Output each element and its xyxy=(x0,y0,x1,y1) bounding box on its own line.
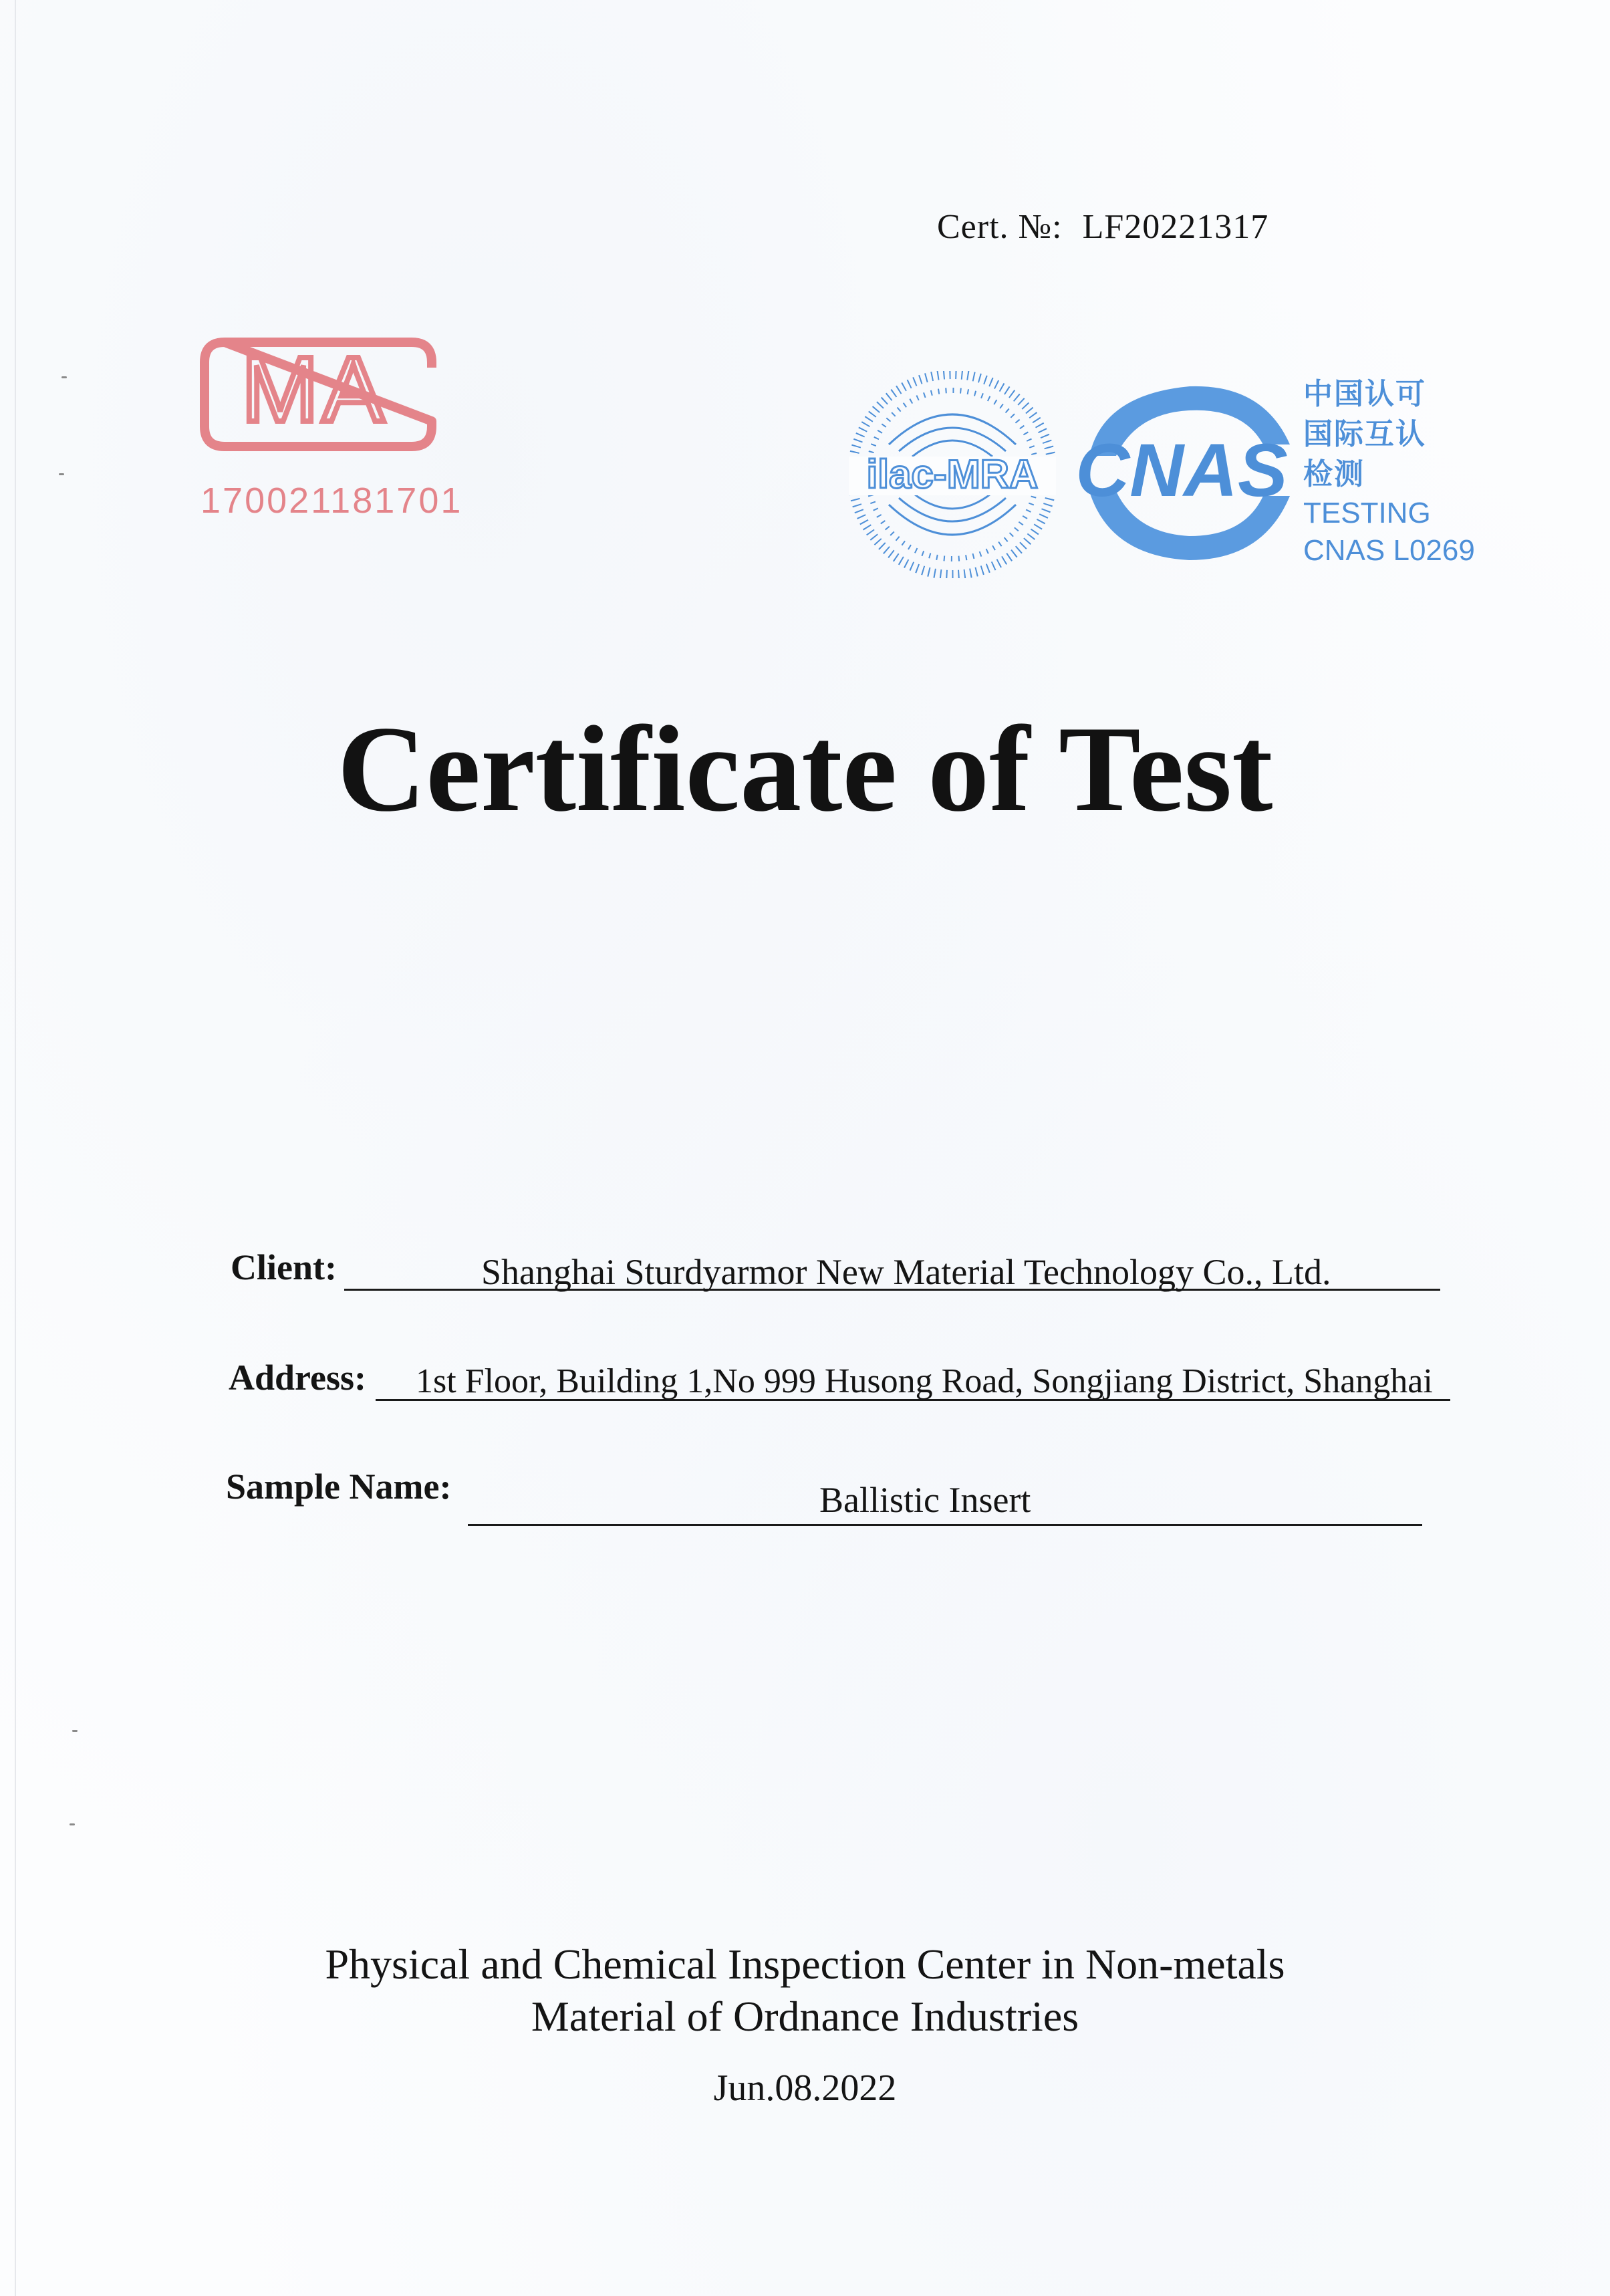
cnas-cn-line1: 中国认可 xyxy=(1303,377,1426,411)
issue-date: Jun.08.2022 xyxy=(713,2067,897,2109)
cma-logo xyxy=(198,328,438,461)
address-value: 1st Floor, Building 1,No 999 Husong Road, Songjiang District, Shanghai xyxy=(416,1362,1433,1400)
scan-speck xyxy=(61,376,67,378)
client-label: Client: xyxy=(231,1247,337,1287)
cnas-cn-line2: 国际互认 xyxy=(1303,417,1426,451)
cnas-en-line1: TESTING xyxy=(1303,497,1431,529)
ilac-mra-text: ilac-MRA xyxy=(866,452,1039,497)
cma-certificate-number: 170021181701 xyxy=(200,481,463,521)
address-label: Address: xyxy=(229,1358,367,1398)
cma-logo-letters: MA xyxy=(241,338,388,441)
cnas-accreditation-number: CNAS L0269 xyxy=(1303,534,1475,567)
sample-name-underline xyxy=(468,1524,1422,1526)
document-title: Certificate of Test xyxy=(337,700,1273,837)
cert-number-line xyxy=(937,207,1268,247)
sample-name-label: Sample Name: xyxy=(226,1466,452,1507)
cnas-text-block xyxy=(1303,374,1475,569)
cnas-logo xyxy=(1063,381,1303,565)
issuer-name-line1: Physical and Chemical Inspection Center in Non-metals xyxy=(325,1940,1285,1988)
cert-number-value: LF20221317 xyxy=(1082,208,1269,246)
scan-speck xyxy=(70,1823,75,1825)
scan-speck xyxy=(72,1730,78,1732)
sample-name-value: Ballistic Insert xyxy=(819,1480,1031,1520)
ilac-mra-logo xyxy=(849,371,1056,578)
cert-number-label: Cert. №: xyxy=(937,208,1063,246)
cnas-logo-text: CNAS xyxy=(1075,428,1288,512)
client-value: Shanghai Sturdyarmor New Material Technology Co., Ltd. xyxy=(481,1252,1331,1292)
cnas-cn-line3: 检测 xyxy=(1303,457,1365,491)
issuer-name-line2: Material of Ordnance Industries xyxy=(531,1993,1079,2040)
scan-speck xyxy=(59,473,64,475)
